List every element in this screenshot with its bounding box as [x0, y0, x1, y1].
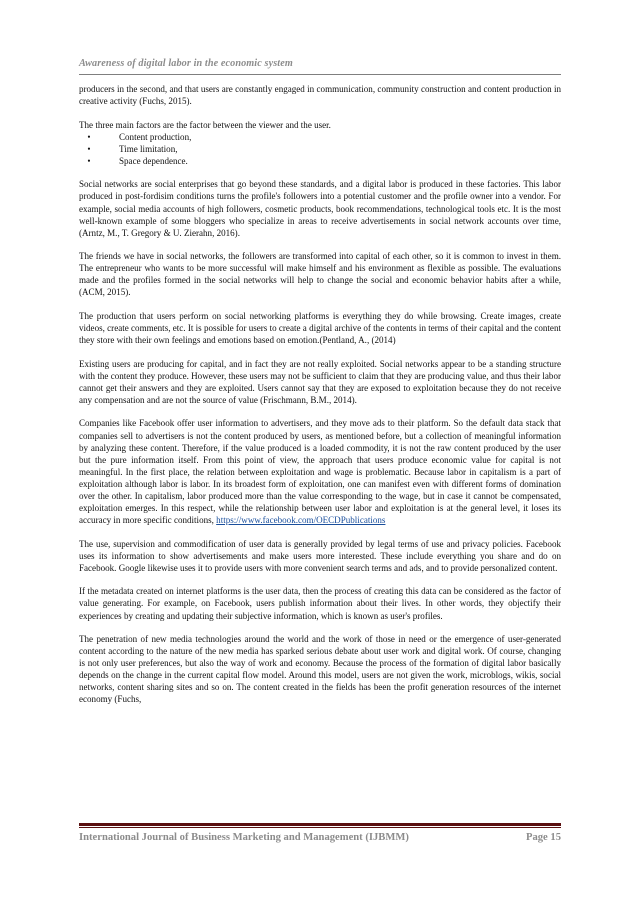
facebook-oecd-link[interactable]: https://www.facebook.com/OECDPublications: [216, 515, 386, 526]
bullet-icon: •: [87, 155, 91, 166]
paragraph-5: The production that users perform on social networking platforms is everything they do while browsing. Create images, create videos, create comments, etc. It is possible for users to create a digital archive of the contents in terms of their capital and the content they store with their own feelings and emotions based on emotion.(Pentland, A., (2014): [79, 310, 561, 346]
list-item: • Time limitation,: [79, 143, 561, 155]
body-text: [79, 83, 561, 717]
paragraph-1: producers in the second, and that users are constantly engaged in communication, community construction and content production in creative activity (Fuchs, 2015).: [79, 84, 561, 107]
page-number: Page 15: [525, 832, 561, 843]
factor-list: [79, 131, 561, 167]
header-rule: [79, 74, 561, 75]
paragraph-10: The penetration of new media technologies around the world and the work of those in need or the emergence of user-generated content according to the nature of the new media has sparked serious debate about user work and digital work. Of course, changing is not only user preferences, but also the way of work and economy. Because the process of the formation of digital labor basically depends on the change in the current capital flow model. Around this model, users are not given the work, microblogs, wikis, social networks, content sharing sites and so on. The content created in the fields has been the profit generation resources of the internet economy (Fuchs,: [79, 633, 561, 705]
paragraph-7: Companies like Facebook offer user information to advertisers, and they move ads to their platform. So the default data stack that companies sell to advertisers is not the content produced by users, as mentioned before, but a collection of meaningful information by analyzing these content. Therefore, if the value produced is a loaded commodity, it is not the raw content produced by the user but the pure information itself. From this point of view, the approach that users produce economic value for capital is not meaningful. In the first place, the relation between exploitation and wage is problematic. Because labor in capitalism is a part of exploitation although labor is labor. In its broadest form of exploitation, one can manifest even with different forms of domination over the other. In capitalism, labor produced more than the value corresponding to the wage, but in case it cannot be compensated, exploitation emerges. In this respect, while the relationship between user labor and exploitation is at the general level, it loses its accuracy in more specific conditions, https://www.facebook.com/OECDPublications: [79, 418, 561, 526]
paragraph-9: If the metadata created on internet platforms is the user data, then the process of creating this data can be considered as the factor of value generating. For example, on Facebook, users publish information about their lives. In other words, they objectify their experiences by creating and updating their subjective information, which is known as user's profiles.: [79, 586, 561, 621]
running-header: Awareness of digital labor in the economic system: [79, 58, 293, 69]
paragraph-4: The friends we have in social networks, the followers are transformed into capital of each other, so it is common to invest in them. The entrepreneur who wants to be more successful will make himself and his environment as flexible as possible. The evaluations made and the profiles formed in the social networks will help to change the social and economic behavior habits after a while,(ACM, 2015).: [79, 251, 561, 298]
paragraph-6: Existing users are producing for capital, and in fact they are not really exploited. Social networks appear to be a standing structure with the content they produce. However, these users may not be sufficient to claim that they are producing value, and thus their labor cannot get their answers and they are exploited. Users cannot say that they are exposed to exploitation because they do not receive any compensation and are not the source of value (Frischmann, B.M., 2014).: [79, 358, 561, 405]
list-item: • Content production,: [79, 131, 561, 143]
footer-rule: [79, 823, 561, 826]
list-item: • Space dependence.: [79, 155, 561, 167]
bullet-icon: •: [87, 143, 91, 154]
journal-name: International Journal of Business Marketing and Management (IJBMM): [79, 832, 409, 843]
paragraph-3: Social networks are social enterprises that go beyond these standards, and a digital labor is produced in these factories. This labor produced in post-fordisim conditions turns the profile's followers into a potential customer and the profile owner into a vendor. For example, social media accounts of high followers, cosmetic products, book recommendations, technological tools etc. It is the most well-known example of some bloggers who specialize in areas to receive advertisements in social network accounts over time, (Arntz, M., T. Gregory & U. Zierahn, 2016).: [79, 179, 561, 238]
page-footer: [79, 832, 561, 843]
paragraph-2: The three main factors are the factor between the viewer and the user.: [79, 119, 331, 130]
paragraph-8: The use, supervision and commodification of user data is generally provided by legal terms of use and privacy policies. Facebook uses its information to show advertisements and make users more interested. These include everything you share and do on Facebook. Google likewise uses it to provide users with more convenient search terms and ads, and to provide personalized content.: [79, 538, 561, 573]
footer-rule-thin: [79, 827, 561, 828]
bullet-icon: •: [87, 131, 91, 142]
